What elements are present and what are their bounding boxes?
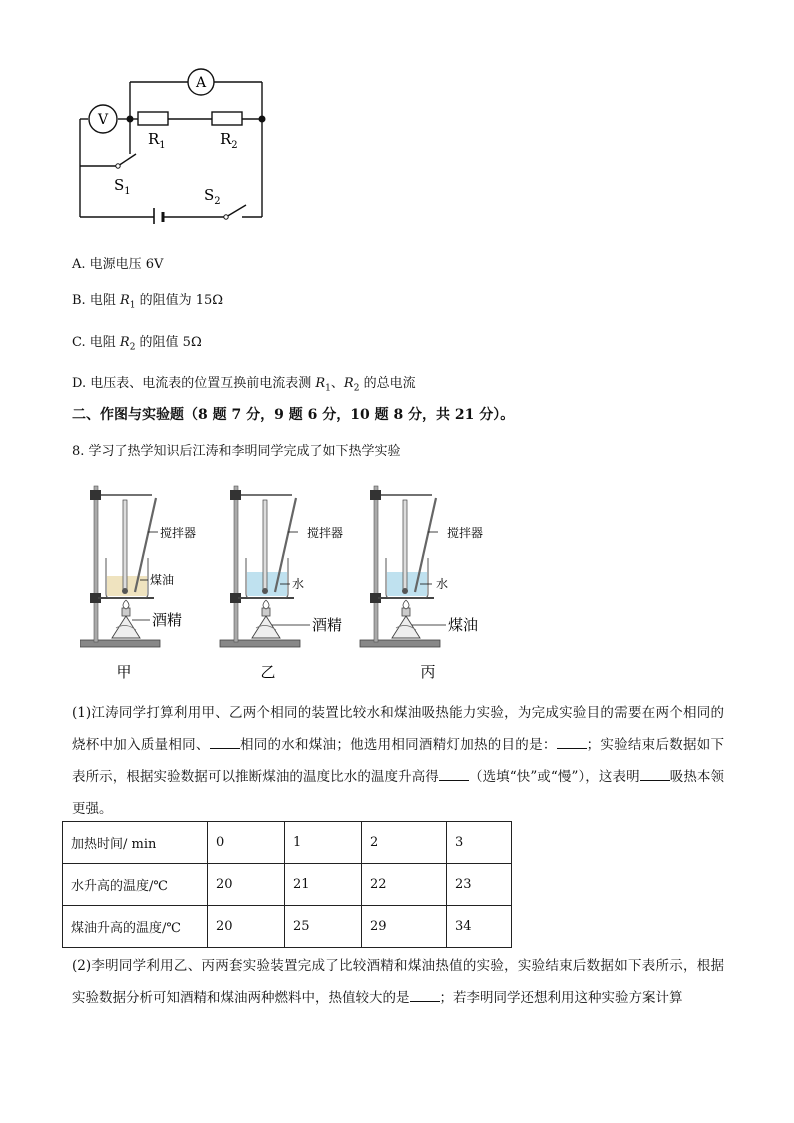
r1-label: R [148,130,160,148]
answer-blank-2[interactable] [557,734,587,749]
table-cell: 21 [285,864,362,906]
question-8-part-1 [72,697,724,825]
part1-text-5: 吸热本领更强。 [72,769,725,817]
part1-text-2: 相同的水和煤油；他选用相同酒精灯加热的目的是： [239,737,557,753]
option-d-sub2: 2 [353,383,360,394]
table-cell: 22 [362,864,447,906]
liquid-label-jia: 煤油 [150,573,175,587]
option-c-prefix: C. 电阻 [72,335,120,350]
fuel-label-jia: 酒精 [152,611,183,629]
svg-text:S1 [114,176,131,197]
caption-bing: 丙 [420,663,436,681]
part2-text-1: (2)李明同学利用乙、丙两套实验装置完成了比较酒精和煤油热值的实验，实验结束后数据如下表所示，根据实验数据分析可知酒精和煤油两种燃料中，热值较大的是 [72,958,724,1006]
answer-blank-1[interactable] [210,734,240,749]
option-c-var: R [119,335,130,350]
option-d-var1: R [315,376,326,391]
apparatus-yi [220,486,310,647]
option-b [72,291,223,316]
table-cell: 0 [208,822,285,864]
circuit-diagram [70,62,280,224]
table-cell: 1 [285,822,362,864]
r1-subscript: 1 [159,140,166,151]
table-cell: 水升高的温度/℃ [63,864,208,906]
table-row [63,822,512,864]
s1-subscript: 1 [124,186,131,197]
option-b-var: R [119,293,130,308]
apparatus-jia [80,486,160,647]
table-cell: 23 [447,864,512,906]
answer-blank-4[interactable] [640,766,670,781]
fuel-label-yi: 酒精 [312,616,343,634]
caption-yi: 乙 [260,663,276,681]
section-title: 二、作图与实验题（8 题 7 分，9 题 6 分，10 题 8 分，共 21 分）。 [72,407,515,423]
voltmeter-label: V [97,112,109,128]
apparatus-bing [360,486,449,647]
part1-text-4: （选填“快”或“慢”），这表明 [468,769,640,785]
answer-blank-5[interactable] [410,987,440,1002]
table-cell: 29 [362,906,447,948]
liquid-label-yi: 水 [292,577,305,591]
svg-text:S2 [204,186,221,207]
option-d-sep: 、 [330,376,344,391]
stirrer-label-bing: 搅拌器 [447,526,484,540]
table-cell: 34 [447,906,512,948]
option-d [72,374,416,399]
option-d-prefix: D. 电压表、电流表的位置互换前电流表测 [72,376,316,391]
option-c-sub: 2 [129,342,136,353]
part1-text-1: (1)江涛同学打算利用甲、乙两个相同的装置比较水和煤油吸热能力实验，为完成实验目的需要在两个相同的烧杯中加入质量相同、 [72,705,724,753]
table-cell: 加热时间/ min [63,822,208,864]
apparatus-figure [80,480,500,685]
option-b-suffix: 的阻值为 15Ω [135,293,224,308]
option-b-prefix: B. 电阻 [72,293,120,308]
svg-text:R1 [148,130,166,151]
part2-text-2: ；若李明同学还想利用这种实验方案计算 [439,990,683,1006]
question-8-part-2 [72,950,724,1014]
table-cell: 20 [208,906,285,948]
r2-subscript: 2 [231,140,238,151]
table-cell: 2 [362,822,447,864]
s1-label: S [114,176,125,194]
caption-jia: 甲 [116,663,132,681]
part1-text-3: ；实验结束后数据如下表所示，根据实验数据可以推断煤油的温度比水的温度升高得 [72,737,725,785]
ammeter-label: A [195,75,207,91]
s2-subscript: 2 [214,196,221,207]
table-cell: 煤油升高的温度/℃ [63,906,208,948]
table-cell: 25 [285,906,362,948]
option-b-sub: 1 [129,300,136,311]
table-cell: 20 [208,864,285,906]
stirrer-label-yi: 搅拌器 [307,526,344,540]
option-d-suffix: 的总电流 [359,376,416,391]
fuel-label-bing: 煤油 [448,616,479,634]
option-d-var2: R [343,376,354,391]
table-row [63,864,512,906]
liquid-label-bing: 水 [436,577,449,591]
option-a [72,255,163,275]
s2-label: S [204,186,215,204]
table-row [63,906,512,948]
data-table [62,821,512,948]
answer-blank-3[interactable] [439,766,469,781]
option-d-sub1: 1 [325,383,331,394]
option-c [72,333,202,358]
option-c-suffix: 的阻值 5Ω [135,335,202,350]
svg-text:R2 [220,130,238,151]
option-a-text: A. 电源电压 6V [72,257,164,272]
r2-label: R [220,130,232,148]
table-cell: 3 [447,822,512,864]
stirrer-label-jia: 搅拌器 [160,526,197,540]
question-8-intro: 8. 学习了热学知识后江涛和李明同学完成了如下热学实验 [72,444,401,459]
